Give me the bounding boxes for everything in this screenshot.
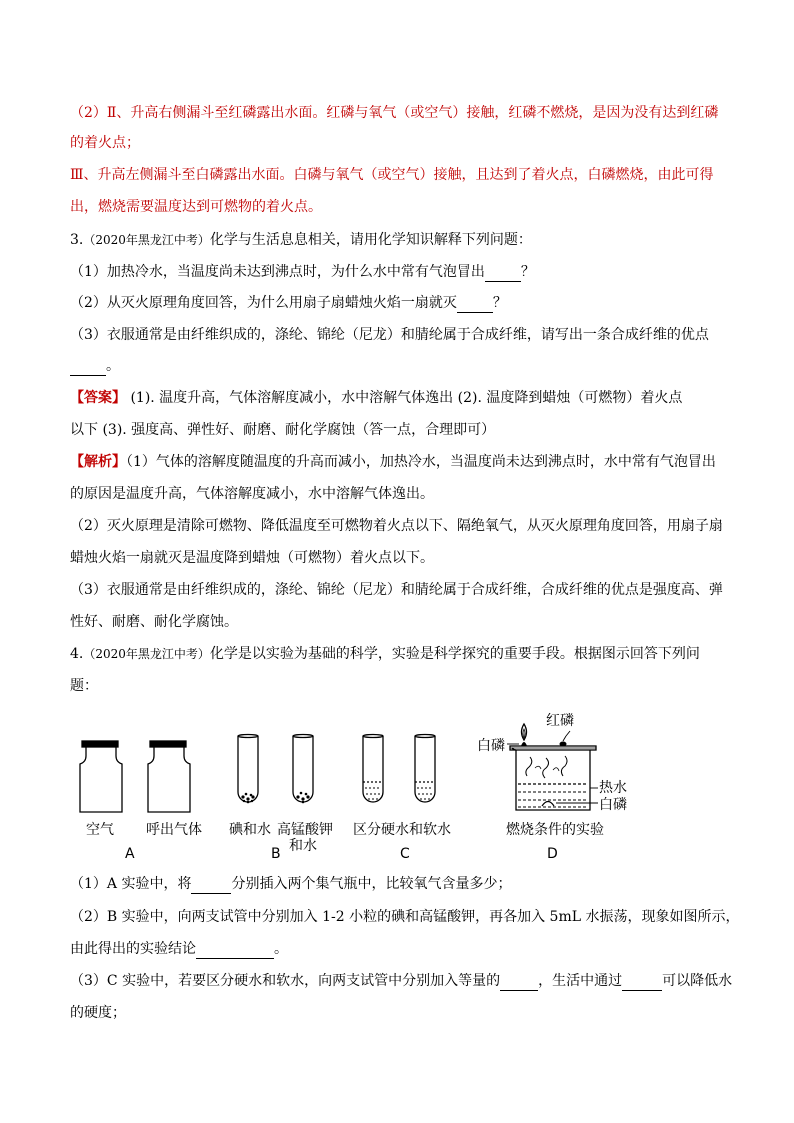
q4-sub1-text-b: 分别插入两个集气瓶中，比较氧气含量多少； bbox=[231, 876, 512, 892]
q4-sub1 bbox=[70, 874, 511, 894]
label-white-phosphorus-top: 白磷 bbox=[477, 738, 505, 754]
q2-line-3: Ⅲ、升高左侧漏斗至白磷露出水面。白磷与氧气（或空气）接触，且达到了着火点，白磷燃烧，由此可得 bbox=[70, 167, 714, 183]
q4-sub2-a: （2）B 实验中，向两支试管中分别加入 1-2 小粒的碘和高锰酸钾，再各加入 5mL 水振荡，现象如图所示， bbox=[70, 909, 740, 925]
label-a: A bbox=[125, 846, 135, 862]
label-red-phosphorus: 红磷 bbox=[546, 713, 574, 729]
analysis-tag: 【解析】 bbox=[70, 454, 126, 470]
q4-sub2-b bbox=[70, 939, 288, 959]
label-hot-water: 热水 bbox=[599, 780, 627, 796]
q3-sub2-end: ？ bbox=[492, 295, 507, 311]
caption-combustion: 燃烧条件的实验 bbox=[506, 822, 604, 838]
analysis-text-1: （1）气体的溶解度随温度的升高而减小，加热冷水，当温度尚未达到沸点时，水中常有气泡冒出 bbox=[126, 454, 716, 470]
answer-tag: 【答案】 bbox=[70, 390, 126, 406]
answer-blank[interactable] bbox=[622, 974, 662, 991]
q4-source: （2020年黑龙江中考） bbox=[83, 647, 210, 661]
q4-sub2-text: 由此得出的实验结论 bbox=[70, 941, 196, 957]
q3-sub1-end: ？ bbox=[520, 264, 535, 280]
gas-jar-exhaled-icon bbox=[148, 741, 190, 812]
q3-analysis-3b: 性好、耐磨、耐化学腐蚀。 bbox=[70, 614, 238, 630]
q3-sub1-text: （1）加热冷水，当温度尚未达到沸点时，为什么水中常有气泡冒出 bbox=[70, 264, 485, 280]
answer-text-1: (1). 温度升高，气体溶解度减小，水中溶解气体逸出 (2). 温度降到蜡烛（可燃物）着火点 bbox=[126, 390, 683, 406]
q3-answer-line-2: 以下 (3). 强度高、弹性好、耐磨、耐化学腐蚀（答一点，合理即可） bbox=[70, 422, 496, 438]
q4-sub2-end: 。 bbox=[274, 941, 288, 957]
test-tube-iodine-icon bbox=[238, 735, 258, 804]
q3-source: （2020年黑龙江中考） bbox=[83, 233, 210, 247]
q4-sub1-text-a: （1）A 实验中，将 bbox=[70, 876, 192, 892]
test-tube-water-2-icon bbox=[415, 735, 435, 803]
q4-stem-cont: 题： bbox=[70, 678, 98, 694]
caption-permanganate-2: 和水 bbox=[289, 838, 317, 854]
answer-blank[interactable] bbox=[500, 974, 538, 991]
q2-line-1: （2）Ⅱ、升高右侧漏斗至红磷露出水面。红磷与氧气（或空气）接触，红磷不燃烧，是因为没有达到红磷 bbox=[70, 105, 719, 121]
combustion-apparatus-icon bbox=[507, 724, 598, 810]
label-b: B bbox=[271, 846, 281, 862]
q4-sub3-text-b: ，生活中通过 bbox=[538, 973, 623, 989]
q3-analysis-2b: 蜡烛火焰一扇就灭是温度降到蜡烛（可燃物）着火点以下。 bbox=[70, 550, 434, 566]
q3-sub3-end: 。 bbox=[106, 358, 120, 374]
gas-jar-air-icon bbox=[80, 741, 122, 812]
q4-sub3 bbox=[70, 971, 732, 991]
answer-blank[interactable] bbox=[196, 942, 274, 959]
caption-permanganate: 高锰酸钾 bbox=[277, 822, 333, 838]
label-c: C bbox=[400, 846, 410, 862]
q3-number: 3. bbox=[70, 232, 84, 248]
q2-line-2: 的着火点； bbox=[70, 135, 140, 151]
label-white-phosphorus-bottom: 白磷 bbox=[599, 797, 627, 813]
caption-air: 空气 bbox=[86, 822, 114, 838]
label-d: D bbox=[547, 846, 558, 862]
caption-exhaled-gas: 呼出气体 bbox=[146, 822, 202, 838]
q4-sub3-text-c: 可以降低水 bbox=[662, 973, 733, 989]
test-tube-permanganate-icon bbox=[293, 735, 313, 804]
q3-analysis-1b: 的原因是温度升高，气体溶解度减小，水中溶解气体逸出。 bbox=[70, 486, 434, 502]
q2-line-4: 出，燃烧需要温度达到可燃物的着火点。 bbox=[70, 199, 322, 215]
q3-analysis-3a: （3）衣服通常是由纤维织成的，涤纶、锦纶（尼龙）和腈纶属于合成纤维，合成纤维的优点是强度高、弹 bbox=[70, 582, 723, 598]
q4-sub3-text-a: （3）C 实验中，若要区分硬水和软水，向两支试管中分别加入等量的 bbox=[70, 973, 501, 989]
test-tube-water-1-icon bbox=[363, 735, 383, 803]
q3-sub3: （3）衣服通常是由纤维织成的，涤纶、锦纶（尼龙）和腈纶属于合成纤维，请写出一条合成纤维的优点 bbox=[70, 327, 709, 343]
q3-analysis-2a: （2）灭火原理是清除可燃物、降低温度至可燃物着火点以下、隔绝氧气，从灭火原理角度回答，用扇子扇 bbox=[70, 518, 723, 534]
q4-stem-text: 化学是以实验为基础的科学，实验是科学探究的重要手段。根据图示回答下列问 bbox=[209, 646, 700, 662]
q3-sub2-text: （2）从灭火原理角度回答，为什么用扇子扇蜡烛火焰一扇就灭 bbox=[70, 295, 457, 311]
q4-sub3-cont: 的硬度； bbox=[70, 1005, 126, 1021]
q4-number: 4. bbox=[70, 646, 84, 662]
q3-stem-text: 化学与生活息息相关，请用化学知识解释下列问题： bbox=[209, 232, 532, 248]
caption-iodine-water: 碘和水 bbox=[229, 822, 271, 838]
caption-hard-soft-water: 区分硬水和软水 bbox=[353, 822, 451, 838]
answer-blank[interactable] bbox=[191, 877, 231, 894]
